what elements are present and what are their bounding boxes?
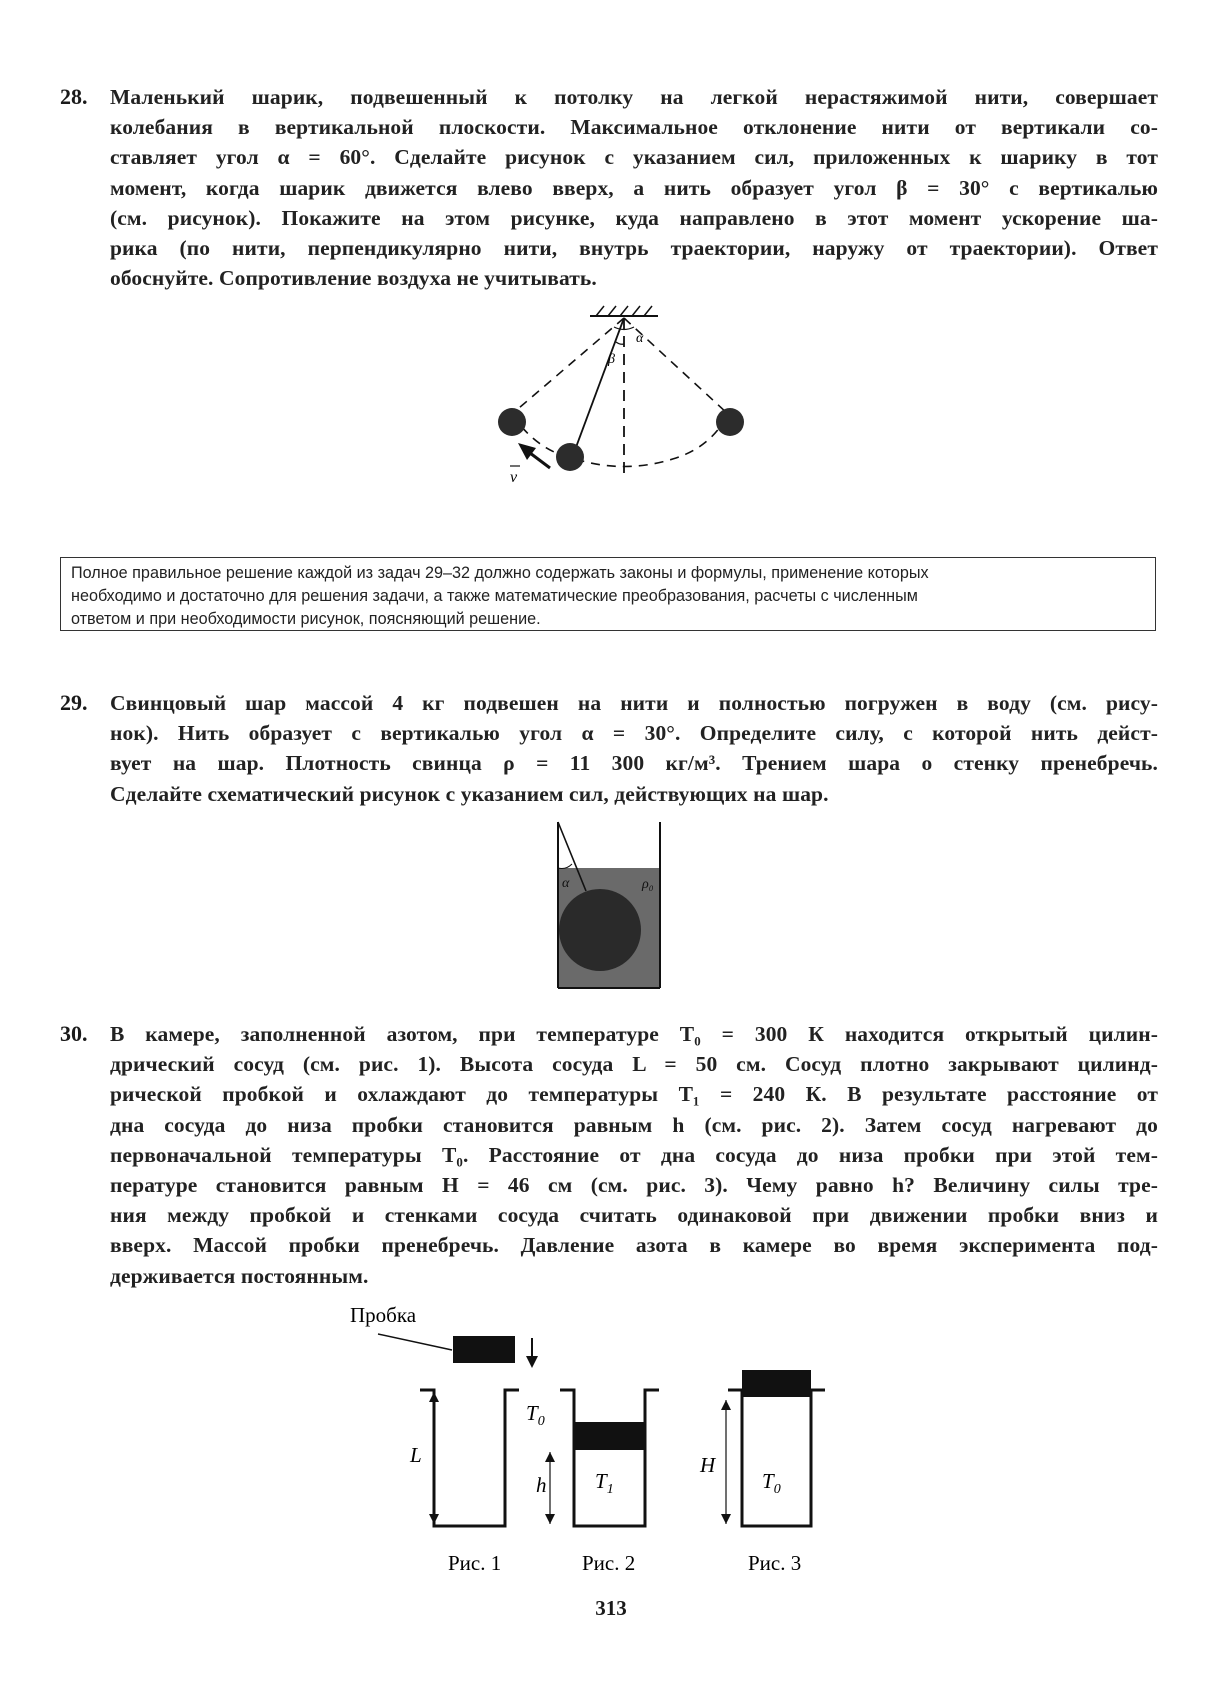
notice-box xyxy=(60,557,1156,631)
fig1-L-arrow-top xyxy=(429,1392,439,1402)
problem-29 xyxy=(60,688,1158,809)
fig1-T-sub: 0 xyxy=(537,1414,545,1429)
text-line: рика (по нити, перпендикулярно нити, внутрь траектории, наружу от траектории). Ответ xyxy=(110,236,1158,261)
ball-left xyxy=(498,408,526,436)
problem-text xyxy=(110,82,1158,293)
rho-label: ρ₀ xyxy=(642,877,654,892)
text-line: обоснуйте. Сопротивление воздуха не учитывать. xyxy=(110,266,597,291)
fig1-L-arrow-bottom xyxy=(429,1514,439,1524)
fig2-h-arrow-top xyxy=(545,1452,555,1462)
beta-label: β xyxy=(608,352,615,367)
fig2-vessel xyxy=(560,1390,659,1526)
cork-arrowhead xyxy=(526,1356,538,1368)
problem-30 xyxy=(60,1019,1158,1291)
beta-arc xyxy=(616,342,624,344)
text-line: момент, когда шарик движется влево вверх, а нить образует угол β = 30° с вертикалью xyxy=(110,175,1158,200)
text-line: дрический сосуд (см. рис. 1). Высота сосуда L = 50 см. Сосуд плотно закрывают цилинд- xyxy=(110,1052,1158,1077)
fig2-caption: Рис. 2 xyxy=(582,1551,636,1575)
problem-number: 30. xyxy=(60,1021,88,1046)
text-line: дна сосуда до низа пробки становится равным h (см. рис. 2). Затем сосуд нагревают до xyxy=(110,1112,1158,1137)
text-line: ния между пробкой и стенками сосуда считать одинаковой при движении пробки вниз и xyxy=(110,1203,1158,1228)
page-number: 313 xyxy=(595,1596,627,1620)
text-line: рической пробкой и охлаждают до температуры T₁ = 240 К. В результате расстояние от xyxy=(110,1082,1158,1107)
ceiling-hatching xyxy=(596,306,652,316)
notice-line: Полное правильное решение каждой из задач 29–32 должно содержать законы и формулы, применение которых xyxy=(71,564,929,582)
fig2-h-label: h xyxy=(536,1473,547,1497)
ball-right xyxy=(716,408,744,436)
cylinders-figure xyxy=(340,1298,900,1578)
alpha-label: α xyxy=(636,331,644,346)
fig3-T0-label xyxy=(762,1469,781,1497)
fig2-T1-label xyxy=(595,1469,614,1497)
cork-pointer xyxy=(378,1334,452,1350)
text-line: вверх. Массой пробки пренебречь. Давление азота в камере во время эксперимента под- xyxy=(110,1233,1158,1258)
fig2-h-arrow-bottom xyxy=(545,1514,555,1524)
text-line: Свинцовый шар массой 4 кг подвешен на нити и полностью погружен в воду (см. рису- xyxy=(110,691,1158,715)
fig2-T-sub: 1 xyxy=(606,1482,614,1497)
text-line: нок). Нить образует с вертикалью угол α = 30°. Определите силу, с которой нить дейст- xyxy=(110,721,1158,746)
velocity-label: v xyxy=(510,469,518,486)
text-line: держивается постоянным. xyxy=(110,1263,369,1288)
text-line: пературе становится равным H = 46 см (см. рис. 3). Чему равно h? Величину силы тре- xyxy=(110,1173,1158,1198)
trajectory-arc xyxy=(512,414,728,467)
notice-line: ответом и при необходимости рисунок, поясняющий решение. xyxy=(71,610,541,628)
text-line: ставляет угол α = 60°. Сделайте рисунок с указанием сил, приложенных к шарику в тот xyxy=(110,145,1158,170)
notice-line: необходимо и достаточно для решения задачи, а также математические преобразования, расчеты с численным xyxy=(71,587,918,605)
fig2-cork xyxy=(574,1422,645,1450)
text-line: первоначальной температуры T₀. Расстояние от дна сосуда до низа пробки при этой тем- xyxy=(110,1142,1158,1167)
problem-number: 29. xyxy=(60,690,88,715)
fig1-caption: Рис. 1 xyxy=(448,1551,502,1575)
fig3-H-label: H xyxy=(700,1453,716,1477)
fig3-caption: Рис. 3 xyxy=(748,1551,802,1575)
vessel-figure xyxy=(550,818,670,993)
fig3-vessel xyxy=(728,1390,825,1526)
fig2-T-letter: T xyxy=(595,1469,607,1493)
fig3-H-arrow-bottom xyxy=(721,1514,731,1524)
fig1-T-letter: T xyxy=(526,1401,538,1425)
text-line: вует на шар. Плотность свинца ρ = 11 300 кг/м³. Трением шара о стенку пренебречь. xyxy=(110,751,1158,776)
cork-label: Пробка xyxy=(350,1303,417,1327)
fig1-vessel xyxy=(420,1390,519,1526)
problem-text xyxy=(110,688,1158,809)
problem-text xyxy=(110,1019,1158,1291)
text-line: колебания в вертикальной плоскости. Максимальное отклонение нити от вертикали со- xyxy=(110,115,1158,140)
text-line: Сделайте схематический рисунок с указанием сил, действующих на шар. xyxy=(110,781,829,806)
fig1-T0-label xyxy=(526,1401,545,1429)
problem-number: 28. xyxy=(60,84,88,109)
fig3-T-sub: 0 xyxy=(773,1482,781,1497)
fig3-H-arrow-top xyxy=(721,1400,731,1410)
ball-current xyxy=(556,443,584,471)
velocity-arrowhead xyxy=(518,443,536,460)
fig3-cork xyxy=(742,1370,811,1397)
text-line: В камере, заполненной азотом, при температуре T₀ = 300 К находится открытый цилин- xyxy=(110,1022,1158,1046)
alpha-arc xyxy=(558,864,572,869)
lead-ball xyxy=(559,889,641,971)
fig3-T-letter: T xyxy=(762,1469,774,1493)
text-line: Маленький шарик, подвешенный к потолку на легкой нерастяжимой нити, совершает xyxy=(110,85,1158,109)
string xyxy=(572,318,624,458)
text-line: (см. рисунок). Покажите на этом рисунке, куда направлено в этот момент ускорение ша- xyxy=(110,205,1158,230)
pendulum-figure xyxy=(480,300,770,500)
cork xyxy=(453,1336,515,1363)
problem-28 xyxy=(60,82,1158,293)
alpha-label: α xyxy=(562,876,570,891)
fig1-L-label: L xyxy=(410,1443,422,1467)
